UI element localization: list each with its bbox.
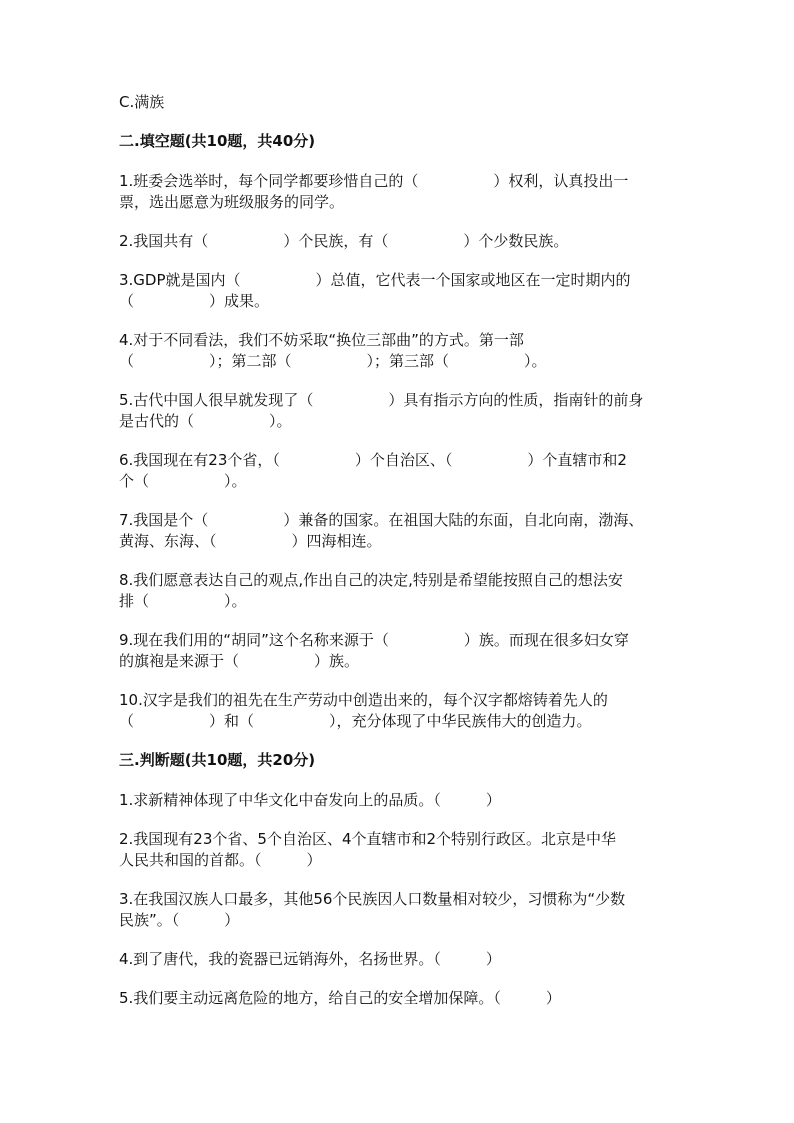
- fill-question-5: [119, 390, 671, 432]
- section-judgment-title: 三.判断题(共10题，共20分): [119, 751, 316, 769]
- fill-question-10: [119, 690, 671, 732]
- judge-question-2: [119, 829, 671, 871]
- question-line: 的旗袍是来源于（ ）族。: [119, 652, 360, 670]
- question-line: 黄海、东海、（ ）四海相连。: [119, 532, 382, 550]
- question-line: 6.我国现在有23个省，（ ）个自治区、（ ）个直辖市和2: [119, 451, 627, 469]
- question-line: （ ）；第二部（ ）；第三部（ ）。: [119, 352, 547, 370]
- question-line: 票，选出愿意为班级服务的同学。: [119, 193, 345, 211]
- question-line: 7.我国是个（ ）兼备的国家。在祖国大陆的东面，自北向南，渤海、: [119, 511, 644, 529]
- question-line: 9.现在我们用的“胡同”这个名称来源于（ ）族。而现在很多妇女穿: [119, 631, 629, 649]
- question-line: 5.我们要主动远离危险的地方，给自己的安全增加保障。（ ）: [119, 989, 561, 1007]
- question-line: 人民共和国的首都。（ ）: [119, 851, 322, 869]
- question-line: 8.我们愿意表达自己的观点,作出自己的决定,特别是希望能按照自己的想法安: [119, 571, 623, 589]
- fill-question-4: [119, 330, 671, 372]
- section-fill-blank: [119, 171, 671, 732]
- judge-question-3: [119, 889, 671, 931]
- section-fill-blank-title: 二.填空题(共10题，共40分): [119, 132, 316, 150]
- judge-question-5: [119, 988, 671, 1009]
- question-line: 10.汉字是我们的祖先在生产劳动中创造出来的，每个汉字都熔铸着先人的: [119, 691, 608, 709]
- question-line: 民族”。（ ）: [119, 911, 240, 929]
- fill-question-1: [119, 171, 671, 213]
- fill-question-2: [119, 231, 671, 252]
- question-line: 1.求新精神体现了中华文化中奋发向上的品质。（ ）: [119, 791, 501, 809]
- question-line: 1.班委会选举时，每个同学都要珍惜自己的（ ）权利，认真投出一: [119, 172, 629, 190]
- document-content: [119, 92, 671, 1027]
- fill-question-8: [119, 570, 671, 612]
- fill-question-3: [119, 270, 671, 312]
- question-line: 4.到了唐代，我的瓷器已远销海外，名扬世界。（ ）: [119, 950, 501, 968]
- judge-question-4: [119, 949, 671, 970]
- question-line: 2.我国共有（ ）个民族，有（ ）个少数民族。: [119, 232, 569, 250]
- fill-question-6: [119, 450, 671, 492]
- question-line: （ ）成果。: [119, 292, 270, 310]
- question-line: 4.对于不同看法，我们不妨采取“换位三部曲”的方式。第一部: [119, 331, 524, 349]
- fill-question-7: [119, 510, 671, 552]
- section-judgment: [119, 790, 671, 1009]
- judge-question-1: [119, 790, 671, 811]
- question-line: 3.GDP就是国内（ ）总值，它代表一个国家或地区在一定时期内的: [119, 271, 631, 289]
- question-line: 2.我国现有23个省、5个自治区、4个直辖市和2个特别行政区。北京是中华: [119, 830, 617, 848]
- question-line: （ ）和（ ），充分体现了中华民族伟大的创造力。: [119, 712, 592, 730]
- question-line: 个（ ）。: [119, 472, 247, 490]
- question-line: 排（ ）。: [119, 592, 247, 610]
- question-line: 是古代的（ ）。: [119, 412, 292, 430]
- question-line: 3.在我国汉族人口最多，其他56个民族因人口数量相对较少，习惯称为“少数: [119, 890, 626, 908]
- option-c: C.满族: [119, 93, 165, 111]
- question-line: 5.古代中国人很早就发现了（ ）具有指示方向的性质，指南针的前身: [119, 391, 644, 409]
- fill-question-9: [119, 630, 671, 672]
